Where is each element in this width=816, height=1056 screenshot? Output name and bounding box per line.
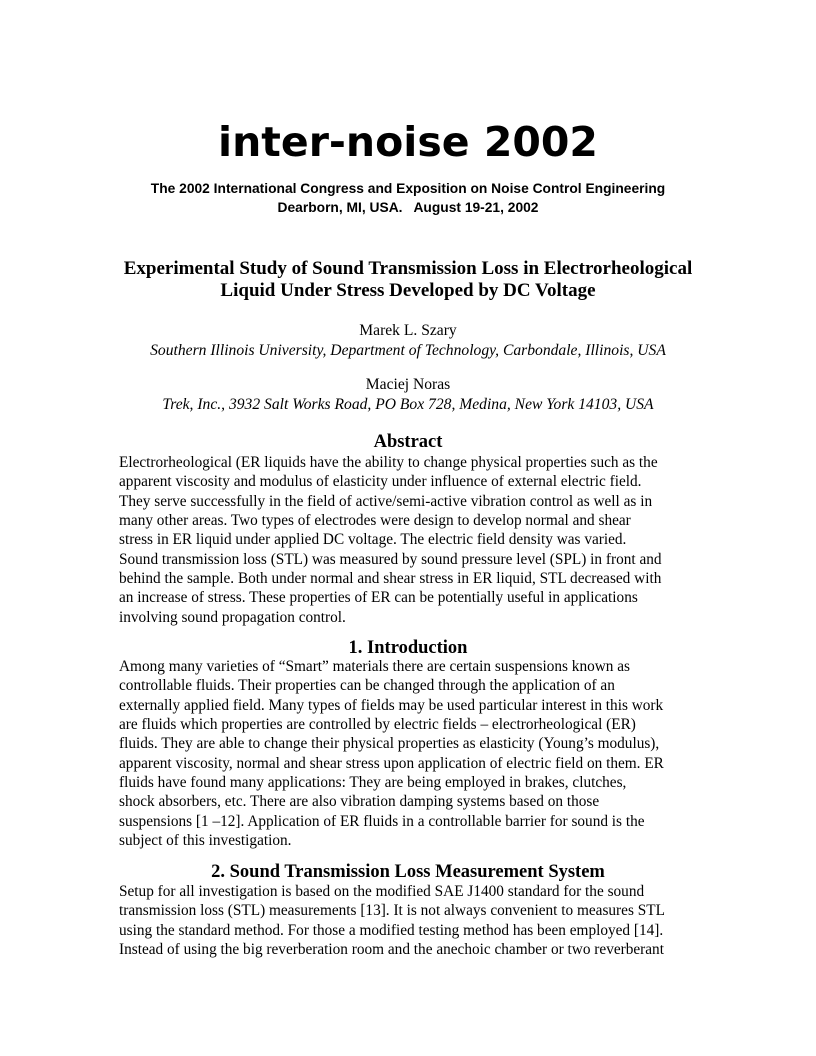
text-line: Sound transmission loss (STL) was measured by sound pressure level (SPL) in front and — [119, 550, 662, 568]
author-affiliation: Southern Illinois University, Department of Technology, Carbondale, Illinois, USA — [150, 342, 666, 359]
text-line: behind the sample. Both under normal and shear stress in ER liquid, STL decreased with — [119, 570, 662, 588]
author-name: Marek L. Szary — [359, 322, 457, 339]
text-line: using the standard method. For those a modified testing method has been employed [14]. — [119, 921, 664, 939]
stl-system-paragraph — [119, 882, 704, 959]
text-line: fluids have found many applications: They are being employed in brakes, clutches, — [119, 774, 627, 792]
conference-name: The 2002 International Congress and Exposition on Noise Control Engineering — [150, 181, 666, 196]
text-line: transmission loss (STL) measurements [13]. It is not always convenient to measures STL — [119, 902, 665, 920]
text-line: involving sound propagation control. — [119, 608, 346, 626]
text-line: externally applied field. Many types of fields may be used particular interest in this work — [119, 696, 664, 714]
section-heading-stl-system: 2. Sound Transmission Loss Measurement System — [211, 862, 605, 882]
conference-location-date: Dearborn, MI, USA. August 19-21, 2002 — [277, 200, 539, 215]
text-line: suspensions [1 –12]. Application of ER fluids in a controllable barrier for sound is the — [119, 812, 645, 830]
text-line: apparent viscosity and modulus of elasticity under influence of external electric field. — [119, 473, 642, 491]
paper-title-line-1: Experimental Study of Sound Transmission Loss in Electrorheological — [123, 258, 693, 279]
text-line: shock absorbers, etc. There are also vibration damping systems based on those — [119, 793, 600, 811]
conference-logo: inter-noise 2002 — [218, 118, 598, 166]
section-heading-introduction: 1. Introduction — [348, 638, 468, 658]
text-line: Setup for all investigation is based on the modified SAE J1400 standard for the sound — [119, 883, 645, 900]
text-line: subject of this investigation. — [119, 832, 292, 850]
text-line: apparent viscosity, normal and shear stress upon application of electric field on them. ER — [119, 754, 664, 772]
author-name: Maciej Noras — [365, 376, 451, 393]
text-line: Electrorheological (ER liquids have the ability to change physical properties such as the — [119, 454, 658, 471]
text-line: Among many varieties of “Smart” materials there are certain suspensions known as — [119, 658, 631, 675]
text-line: an increase of stress. These properties of ER can be potentially useful in applications — [119, 589, 638, 607]
text-line: stress in ER liquid under applied DC voltage. The electric field density was varied. — [119, 531, 627, 549]
abstract-paragraph — [119, 453, 704, 627]
text-line: Instead of using the big reverberation room and the anechoic chamber or two reverberant — [119, 941, 664, 959]
text-line: controllable fluids. Their properties can be changed through the application of an — [119, 677, 615, 695]
introduction-paragraph — [119, 657, 704, 850]
abstract-heading: Abstract — [373, 432, 443, 452]
text-line: are fluids which properties are controlled by electric fields – electrorheological (ER) — [119, 716, 636, 734]
paper-title-line-2: Liquid Under Stress Developed by DC Voltage — [220, 280, 596, 301]
author-affiliation: Trek, Inc., 3932 Salt Works Road, PO Box 728, Medina, New York 14103, USA — [162, 396, 654, 413]
text-line: They serve successfully in the field of active/semi-active vibration control as well as in — [119, 492, 653, 510]
text-line: fluids. They are able to change their physical properties as elasticity (Young’s modulus), — [119, 735, 660, 753]
text-line: many other areas. Two types of electrodes were design to develop normal and shear — [119, 512, 631, 530]
